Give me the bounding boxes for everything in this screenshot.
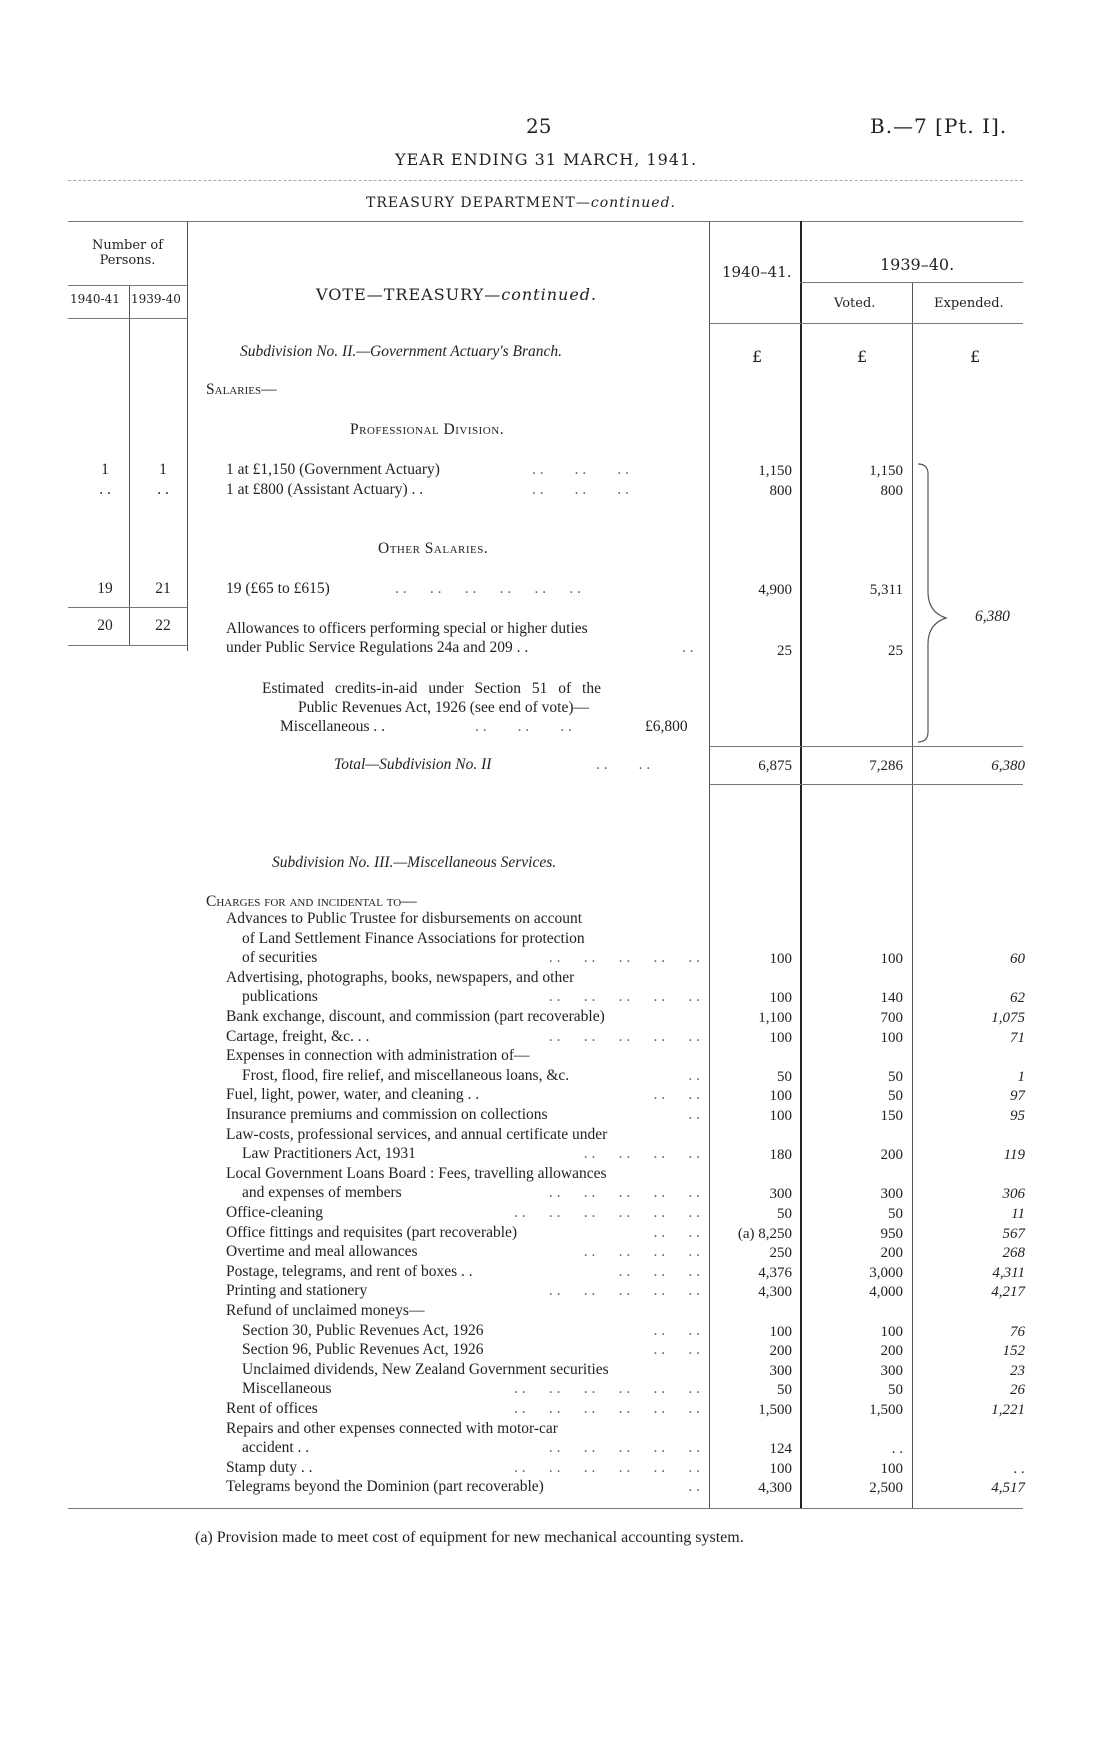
col-1939-header: 1939-40 [131, 292, 181, 306]
expended-value: 71 [1010, 1029, 1025, 1046]
salary-row-label: 1 at £800 (Assistant Actuary) . . [226, 481, 424, 498]
persons-1939: 1 [159, 461, 167, 478]
estimate-value: 100 [769, 1108, 792, 1124]
voted-value: 950 [880, 1225, 903, 1242]
leader-dots: . . . . . . . . . . [548, 1282, 700, 1300]
charge-item-label: Bank exchange, discount, and commission (part recoverable) [226, 1008, 605, 1025]
expended-value: 60 [1010, 951, 1025, 968]
credits-line-2: Public Revenues Act, 1926 (see end of vote)— [298, 699, 589, 716]
charge-item-label: Refund of unclaimed moneys— [226, 1302, 425, 1319]
expended-value: 1,221 [991, 1402, 1025, 1418]
persons-label: Number of Persons. [91, 238, 164, 268]
estimate-value: 4,376 [758, 1264, 792, 1281]
estimate-value: 4,300 [758, 1480, 792, 1497]
salaries-label: Salaries— [206, 381, 277, 398]
expended-value: . . [1013, 1460, 1025, 1477]
persons-1940: 1 [101, 461, 109, 478]
charge-item-label: Cartage, freight, &c. . . [226, 1027, 370, 1045]
expended-value: 4,517 [991, 1480, 1025, 1497]
estimate-value: 50 [777, 1382, 792, 1399]
leader-dots: . . [688, 1066, 700, 1084]
page-reference: B.—7 [Pt. I]. [870, 114, 1008, 138]
charges-label: Charges for and incidental to— [206, 893, 417, 910]
charge-item-label: Unclaimed dividends, New Zealand Government securities [242, 1360, 609, 1378]
estimate-value: 25 [777, 643, 792, 659]
total-bottom-rule [709, 784, 1023, 785]
leader-dots: . . . . . . . . . . . . [395, 580, 581, 597]
estimate-value: 100 [769, 1029, 792, 1046]
expended-value: 62 [1010, 990, 1025, 1007]
expended-value: 97 [1010, 1088, 1025, 1105]
voted-value: 100 [880, 1460, 903, 1477]
leader-dots: . . . . [653, 1086, 700, 1104]
voted-value: 50 [888, 1206, 903, 1222]
charge-item-label: Printing and stationery [226, 1282, 368, 1300]
voted-value: 5,311 [869, 582, 903, 598]
estimate-value: 250 [769, 1245, 792, 1262]
expended-value: 567 [1002, 1225, 1025, 1242]
allowances-line-2: under Public Service Regulations 24a and 209 . . [226, 639, 529, 656]
estimate-value: 100 [769, 990, 792, 1007]
vote-title-text: VOTE—TREASURY [316, 285, 485, 304]
voted-value: 100 [880, 1323, 903, 1340]
footnote: (a) Provision made to meet cost of equipment for new mechanical accounting system. [195, 1529, 744, 1546]
voted-value: 800 [880, 483, 903, 499]
subdivision-3-title: Subdivision No. III.—Miscellaneous Services. [272, 854, 557, 871]
persons-total-1939: 22 [155, 617, 171, 634]
salary-row-label: 1 at £1,150 (Government Actuary) [226, 461, 440, 478]
persons-1940: . . [99, 481, 111, 498]
leader-dots: . . . . . . [475, 718, 572, 735]
estimate-value: 800 [769, 483, 792, 499]
persons-total-1940: 20 [97, 617, 113, 634]
leader-dots: . . . . . . [618, 1262, 700, 1280]
col-1940-header: 1940-41 [70, 292, 120, 306]
vote-title-suffix: —continued. [484, 285, 598, 304]
expended-value: 268 [1002, 1245, 1025, 1262]
vote-title [316, 285, 597, 304]
charge-item-label: Advances to Public Trustee for disbursements on account [226, 910, 583, 927]
leader-dots: . . . . [653, 1341, 700, 1359]
expended-value: 119 [1003, 1147, 1025, 1164]
expended-value: 23 [1010, 1362, 1025, 1379]
charge-item-label: Repairs and other expenses connected with motor-car [226, 1419, 558, 1437]
voted-value: 300 [880, 1362, 903, 1379]
charge-item-label: of securities [242, 949, 318, 967]
estimate-value: 124 [769, 1441, 792, 1458]
header-rule [68, 180, 1023, 181]
persons-divider [129, 285, 130, 645]
voted-value: 25 [888, 643, 903, 659]
charge-item-label: Fuel, light, power, water, and cleaning . . [226, 1086, 480, 1104]
charge-item-label: accident . . [242, 1439, 310, 1457]
leader-dots: . . . . . . . . . . . . [514, 1400, 700, 1417]
charge-item-label: Expenses in connection with administration of— [226, 1047, 530, 1065]
leader-dots: . . [688, 1478, 700, 1496]
charge-item-label: Rent of offices [226, 1400, 318, 1417]
leader-dots: . . . . . . . . [583, 1145, 700, 1163]
col-estimate-header: 1940–41. [722, 263, 792, 281]
salary-row-label: 19 (£65 to £615) [226, 580, 330, 597]
estimate-value: (a) 8,250 [737, 1225, 792, 1242]
estimate-value: 1,150 [758, 463, 792, 479]
charge-item-label: Insurance premiums and commission on collections [226, 1106, 548, 1123]
persons-header-rule [68, 285, 187, 286]
expended-value: 152 [1002, 1343, 1025, 1360]
persons-1939: 21 [155, 580, 171, 597]
charge-item-label: Postage, telegrams, and rent of boxes . . [226, 1262, 473, 1280]
table-top-rule [68, 221, 1023, 222]
persons-header-rule-2 [68, 318, 187, 319]
expended-value: 306 [1002, 1186, 1025, 1203]
expended-value: 26 [1010, 1382, 1025, 1399]
voted-value: . . [891, 1441, 903, 1458]
leader-dots: . . . . [653, 1223, 700, 1241]
leader-dots: . . . . . . . . . . [548, 1439, 700, 1457]
allowances-line-1: Allowances to officers performing special or higher duties [226, 620, 588, 637]
voted-value: 700 [880, 1010, 903, 1026]
voted-value: 200 [880, 1343, 903, 1360]
voted-value: 100 [880, 1029, 903, 1046]
charge-item-label: Advertising, photographs, books, newspapers, and other [226, 968, 575, 986]
voted-value: 50 [888, 1068, 903, 1085]
total-voted: 7,286 [869, 758, 903, 774]
charge-item-label: Law-costs, professional services, and annual certificate under [226, 1125, 608, 1143]
estimate-value: 300 [769, 1186, 792, 1203]
credits-line-1: Estimated credits-in-aid under Section 51 of the [262, 680, 601, 697]
voted-value: 1,500 [869, 1402, 903, 1418]
total-subdivision-2-label: Total—Subdivision No. II [334, 756, 492, 773]
currency-expended: £ [970, 347, 981, 366]
leader-dots: . . . . . . . . [583, 1243, 700, 1261]
estimate-value: 4,300 [758, 1284, 792, 1301]
bracket-expended-value: 6,380 [975, 608, 1010, 625]
voted-value: 200 [880, 1147, 903, 1164]
voted-value: 4,000 [869, 1284, 903, 1301]
col-voted-header: Voted. [834, 296, 876, 311]
charge-item-label: and expenses of members [242, 1184, 402, 1202]
subdivision-2-title: Subdivision No. II.—Government Actuary's Branch. [240, 343, 563, 360]
charge-item-label: publications [242, 988, 318, 1006]
other-salaries-label: Other Salaries. [378, 540, 489, 557]
estimate-value: 1,100 [758, 1010, 792, 1026]
estimate-value: 100 [769, 951, 792, 968]
leader-dots: . . . . . . . . . . . . [514, 1458, 700, 1476]
expended-value: 11 [1011, 1206, 1025, 1222]
voted-value: 150 [880, 1108, 903, 1124]
charge-item-label: Overtime and meal allowances [226, 1243, 418, 1261]
voted-value: 300 [880, 1186, 903, 1203]
voted-value: 200 [880, 1245, 903, 1262]
year-heading: YEAR ENDING 31 MARCH, 1941. [395, 150, 698, 169]
description-right-rule [709, 221, 710, 1508]
estimate-value: 100 [769, 1460, 792, 1477]
total-top-rule [709, 746, 1023, 747]
charge-item-label: Stamp duty . . [226, 1458, 313, 1476]
col-expended-header: Expended. [934, 296, 1004, 311]
credits-line-3: Miscellaneous . . [280, 718, 386, 735]
credits-amount: £6,800 [645, 718, 688, 735]
leader-dots: . . . . . . [532, 461, 629, 478]
department-name: TREASURY DEPARTMENT [366, 195, 576, 211]
leader-dots: . . [682, 639, 694, 656]
voted-value: 100 [880, 951, 903, 968]
estimate-value: 100 [769, 1088, 792, 1105]
professional-division-label: Professional Division. [350, 421, 505, 438]
amount-header-rule [709, 323, 1023, 324]
table-bottom-rule [68, 1508, 1023, 1509]
leader-dots: . . . . [596, 756, 651, 773]
charge-item-label: Office fittings and requisites (part recoverable) [226, 1223, 518, 1241]
leader-dots: . . . . . . . . . . [548, 1184, 700, 1202]
charge-item-label: Section 30, Public Revenues Act, 1926 [242, 1321, 484, 1339]
estimate-right-rule [800, 221, 802, 1508]
charge-item-label: Law Practitioners Act, 1931 [242, 1145, 416, 1163]
expended-value: 95 [1010, 1108, 1025, 1124]
charge-item-label: Section 96, Public Revenues Act, 1926 [242, 1341, 484, 1359]
expended-value: 1,075 [991, 1010, 1025, 1026]
leader-dots: . . . . . . . . . . [548, 949, 700, 967]
prev-year-header-rule [800, 282, 1023, 283]
estimate-value: 1,500 [758, 1402, 792, 1418]
col-prev-year-header: 1939–40. [880, 255, 955, 274]
estimate-value: 50 [777, 1068, 792, 1085]
charge-item-label: Office-cleaning [226, 1204, 323, 1221]
total-expended: 6,380 [991, 758, 1025, 774]
voted-value: 1,150 [869, 463, 903, 479]
leader-dots: . . . . [653, 1321, 700, 1339]
charge-item-label: Local Government Loans Board : Fees, travelling allowances [226, 1164, 607, 1182]
estimate-value: 200 [769, 1343, 792, 1360]
leader-dots: . . . . . . . . . . . . [514, 1380, 700, 1398]
expended-value: 1 [1017, 1068, 1025, 1085]
expended-value: 76 [1010, 1323, 1025, 1340]
estimate-value: 300 [769, 1362, 792, 1379]
currency-est: £ [752, 347, 763, 366]
leader-dots: . . . . . . [532, 481, 629, 498]
page-number: 25 [526, 114, 552, 138]
charge-item-label: Frost, flood, fire relief, and miscellaneous loans, &c. [242, 1066, 570, 1084]
persons-right-rule [187, 221, 188, 651]
expended-value: 4,217 [991, 1284, 1025, 1301]
estimate-value: 50 [777, 1206, 792, 1222]
voted-value: 50 [888, 1088, 903, 1105]
department-heading [366, 195, 676, 211]
voted-value: 2,500 [869, 1480, 903, 1497]
currency-voted: £ [857, 347, 868, 366]
estimate-value: 100 [769, 1323, 792, 1340]
charge-item-label: of Land Settlement Finance Associations for protection [242, 929, 585, 947]
persons-total-rule [68, 607, 187, 608]
charge-item-label: Miscellaneous [242, 1380, 332, 1398]
persons-1940: 19 [97, 580, 113, 597]
persons-1939: . . [157, 481, 169, 498]
total-estimate: 6,875 [758, 758, 792, 774]
expended-value: 4,311 [992, 1264, 1025, 1281]
leader-dots: . . [688, 1106, 700, 1123]
department-suffix: —continued. [575, 195, 676, 211]
voted-right-rule [912, 282, 913, 1508]
expended-brace [916, 462, 956, 744]
voted-value: 3,000 [869, 1264, 903, 1281]
charge-item-label: Telegrams beyond the Dominion (part recoverable) [226, 1478, 544, 1496]
voted-value: 50 [888, 1382, 903, 1399]
estimate-value: 4,900 [758, 582, 792, 598]
leader-dots: . . . . . . . . . . [548, 988, 700, 1006]
leader-dots: . . . . . . . . . . . . [514, 1204, 700, 1221]
leader-dots: . . . . . . . . . . [548, 1027, 700, 1045]
voted-value: 140 [880, 990, 903, 1007]
persons-total-rule-2 [68, 645, 187, 646]
estimate-value: 180 [769, 1147, 792, 1164]
